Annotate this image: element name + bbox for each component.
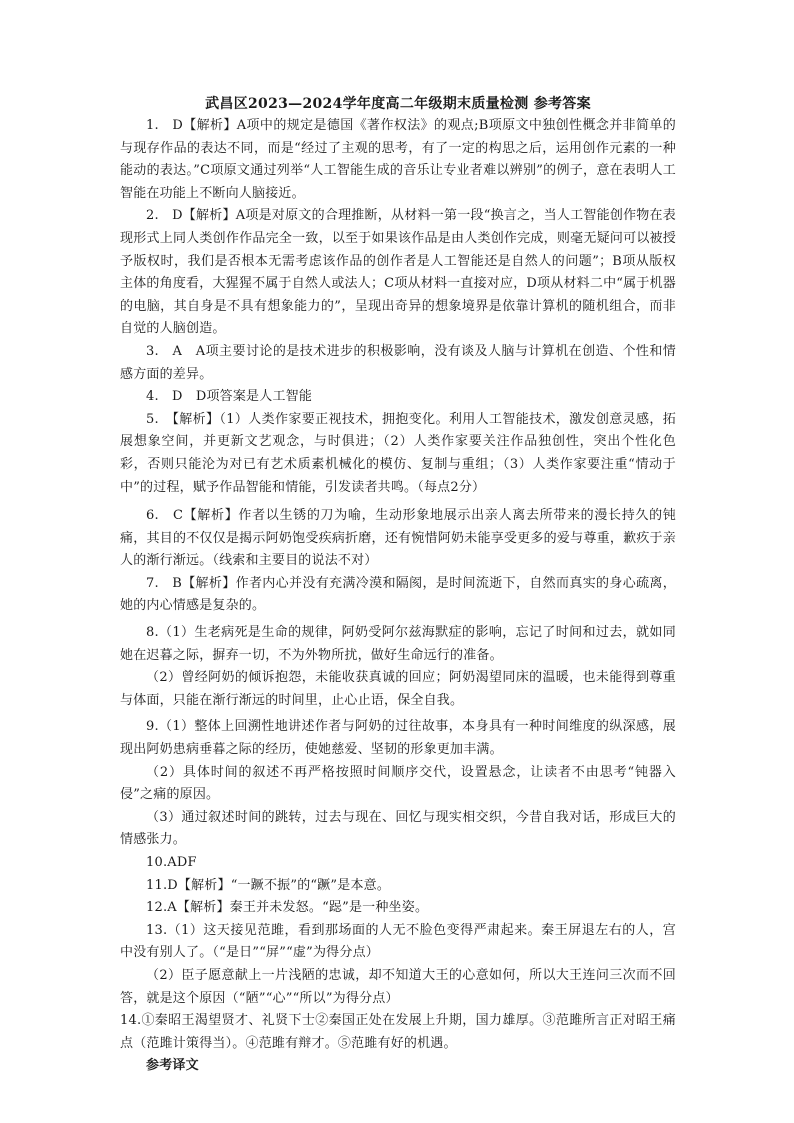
answer-document: [120, 94, 676, 1078]
reference-translation-heading: 参考译文: [146, 1058, 199, 1074]
page-title: 武昌区2023—2024学年度高二年级期末质量检测 参考答案: [205, 96, 591, 112]
answer-item-2: 2. D【解析】A项是对原文的合理推断，从材料一第一段“换言之，当人工智能创作物在表现形式上同人类创作作品完全一致，以至于如果该作品是由人类创作完成，则毫无疑问可以被授予版权时，我们是否根本无需考虑该作品的创作者是人工智能还是自然人的问题”；B项从版权主体的角度看，大猩猩不属于自然人或法人；C项从材料一直接对应，D项从材料二中“属于机器的电脑，其自身是不具有想象能力的”，呈现出奇异的想象境界是依靠计算机的随机组合，而非自觉的人脑创造。: [120, 208, 676, 337]
answer-item-10: 10.ADF: [146, 855, 197, 870]
answer-item-8-1: 8.（1）生老病死是生命的规律，阿奶受阿尔兹海默症的影响，忘记了时间和过去，就如同她在迟暮之际，摒弃一切，不为外物所扰，做好生命远行的准备。: [120, 625, 676, 663]
answer-item-9-2: （2）具体时间的叙述不再严格按照时间顺序交代，设置悬念，让读者不由思考“钝器入侵”之痛的原因。: [120, 764, 676, 803]
answer-item-12: 12.A【解析】秦王并未发怒。“跽”是一种坐姿。: [146, 900, 429, 916]
answer-item-14: 14.①秦昭王渴望贤才、礼贤下士②秦国正处在发展上升期，国力雄厚。③范雎所言正对昭王痛点（范雎计策得当）。④范雎有辩才。⑤范雎有好的机遇。: [120, 1013, 676, 1051]
answer-item-1: 1. D【解析】A项中的规定是德国《著作权法》的观点;B项原文中独创性概念并非简单的与现存作品的表达不同，而是“经过了主观的思考，有了一定的构思之后，运用创作元素的一种能动的表达。”C项原文通过列举“人工智能生成的音乐让专业者难以辨别”的例子，意在表明人工智能在功能上不断向人脑接近。: [120, 118, 676, 201]
answer-item-4: 4. D D项答案是人工智能: [146, 389, 313, 405]
answer-item-11: 11.D【解析】“一蹶不振”的“蹶”是本意。: [146, 877, 391, 893]
answer-item-9-1: 9.（1）整体上回溯性地讲述作者与阿奶的过往故事，本身具有一种时间维度的纵深感，展现出阿奶患病垂暮之际的经历，使她慈爱、坚韧的形象更加丰满。: [120, 719, 676, 758]
answer-item-5: 5. 【解析】（1）人类作家要正视技术，拥抱变化。利用人工智能技术，激发创意灵感，拓展想象空间，并更新文艺观念，与时俱进；（2）人类作家要关注作品独创性，突出个性化色彩，否则只能沦为对已有艺术质素机械化的模仿、复制与重组；（3）人类作家要注重“情动于中”的过程，赋予作品智能和情能，引发读者共鸣。（每点2分）: [120, 411, 676, 495]
answer-item-7: 7. B【解析】作者内心并没有充满冷漠和隔阂，是时间流逝下，自然而真实的身心疏离，她的内心情感是复杂的。: [120, 575, 676, 614]
answer-item-13-2: （2）臣子愿意献上一片浅陋的忠诚，却不知道大王的心意如何，所以大王连问三次而不回答，就是这个原因（“陋”“心”“所以”为得分点）: [120, 967, 676, 1006]
answer-item-9-3: （3）通过叙述时间的跳转，过去与现在、回忆与现实相交织，今昔自我对话，形成巨大的情感张力。: [120, 809, 676, 848]
answer-item-3: 3. A A项主要讨论的是技术进步的积极影响，没有谈及人脑与计算机在创造、个性和情感方面的差异。: [120, 343, 676, 382]
answer-item-8-2: （2）曾经阿奶的倾诉抱怨，未能收获真诚的回应；阿奶渴望同床的温暖，也未能得到尊重与体面，只能在渐行渐远的时间里，止心止语，保全自我。: [120, 670, 676, 708]
answer-item-13-1: 13.（1）这天接见范雎，看到那场面的人无不脸色变得严肃起来。秦王屏退左右的人，宫中没有别人了。（“是日”“屏”“虚”为得分点）: [120, 922, 676, 961]
answer-item-6: 6. C【解析】作者以生锈的刀为喻，生动形象地展示出亲人离去所带来的漫长持久的钝痛，其目的不仅仅是揭示阿奶饱受疾病折磨，还有惋惜阿奶未能享受更多的爱与尊重，歉疚于亲人的渐行渐远。（线索和主要目的说法不对）: [120, 508, 676, 569]
